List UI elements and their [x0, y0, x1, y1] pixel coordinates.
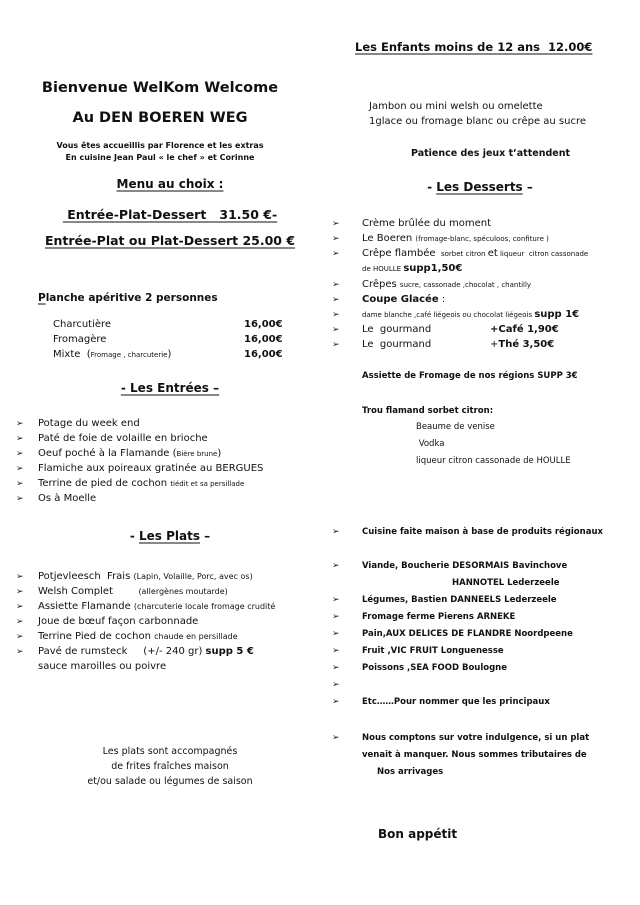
menu-choix-title: Menu au choix : [116, 177, 224, 191]
bullet-icon: ➢ [332, 733, 340, 743]
enfants-line: 1glace ou fromage blanc ou crêpe au sucre [369, 116, 587, 127]
accompaniment-line: et/ou salade ou légumes de saison [87, 776, 253, 787]
plat-item: Assiette Flamande (charcuterie locale fromage crudité [38, 601, 276, 612]
source-item: Cuisine faite maison à base de produits régionaux [362, 527, 603, 537]
bullet-icon: ➢ [332, 249, 340, 259]
dessert-item: dame blanche ,café liégeois ou chocolat liégeois supp 1€ [362, 309, 580, 320]
restaurant-name: Au DEN BOEREN WEG [72, 110, 248, 126]
planche-title: Planche apéritive 2 personnes [38, 292, 218, 304]
dessert-item: Crêpes sucre, cassonade ,chocolat , chantilly [362, 279, 532, 290]
bullet-icon: ➢ [332, 325, 340, 335]
bullet-icon: ➢ [16, 464, 24, 474]
dessert-item: Crème brûlée du moment [362, 218, 492, 229]
indulgence-line: venait à manquer. Nous sommes tributaires de [362, 750, 587, 760]
bullet-icon: ➢ [332, 561, 340, 571]
plat-item-continuation: sauce maroilles ou poivre [38, 661, 167, 672]
plat-item: Welsh Complet (allergènes moutarde) [38, 586, 228, 597]
dessert-item: Le gourmand [362, 339, 432, 350]
trou-flamand-item: Vodka [416, 439, 445, 449]
entree-item: Oeuf poché à la Flamande (Bière brune) [38, 448, 222, 459]
bullet-icon: ➢ [332, 527, 340, 537]
entrees-title: - Les Entrées – [120, 381, 220, 395]
dessert-price: +Thé 3,50€ [490, 339, 555, 350]
bullet-icon: ➢ [332, 219, 340, 229]
intro-line-2: En cuisine Jean Paul « le chef » et Corinne [65, 153, 255, 162]
plat-item: Joue de bœuf façon carbonnade [38, 616, 199, 627]
bullet-icon: ➢ [16, 632, 24, 642]
dessert-item: Crêpe flambée sorbet citron et liqueur citron cassonade [362, 248, 589, 259]
bullet-icon: ➢ [16, 434, 24, 444]
bullet-icon: ➢ [332, 646, 340, 656]
source-item: Légumes, Bastien DANNEELS Lederzeele [362, 595, 557, 605]
bullet-icon: ➢ [16, 617, 24, 627]
trou-flamand-item: liqueur citron cassonade de HOULLE [416, 456, 571, 466]
source-item: Fromage ferme Pierens ARNEKE [362, 612, 516, 622]
plat-item: Terrine Pied de cochon chaude en persillade [38, 631, 238, 642]
enfants-title: Les Enfants moins de 12 ans 12.00€ [355, 40, 593, 54]
dessert-item: Le gourmand [362, 324, 432, 335]
bullet-icon: ➢ [332, 663, 340, 673]
trou-flamand-item: Beaume de venise [416, 422, 495, 432]
entree-item: Paté de foie de volaille en brioche [38, 433, 208, 444]
bullet-icon: ➢ [16, 587, 24, 597]
accompaniment-line: de frites fraîches maison [111, 761, 229, 772]
planche-price: 16,00€ [244, 319, 283, 330]
bullet-icon: ➢ [332, 280, 340, 290]
source-item: Pain,AUX DELICES DE FLANDRE Noordpeene [362, 629, 573, 639]
bullet-icon: ➢ [332, 680, 340, 690]
indulgence-line: Nous comptons sur votre indulgence, si un plat [362, 733, 590, 743]
welcome-title: Bienvenue WelKom Welcome [41, 80, 279, 96]
source-item: Viande, Boucherie DESORMAIS Bavinchove [362, 561, 568, 571]
planche-price: 16,00€ [244, 349, 283, 360]
menu-option-1: Entrée-Plat-Dessert 31.50 €- [62, 207, 278, 222]
trou-flamand-title: Trou flamand sorbet citron: [362, 406, 494, 416]
bullet-icon: ➢ [16, 449, 24, 459]
bullet-icon: ➢ [332, 629, 340, 639]
bullet-icon: ➢ [16, 602, 24, 612]
bullet-icon: ➢ [332, 310, 340, 320]
planche-price: 16,00€ [244, 334, 283, 345]
dessert-price: +Café 1,90€ [490, 324, 559, 335]
entree-item: Flamiche aux poireaux gratinée au BERGUES [38, 463, 264, 474]
bon-appetit: Bon appétit [378, 827, 458, 841]
dessert-item-continuation: de HOULLE supp1,50€ [362, 263, 463, 274]
intro-line-1: Vous êtes accueillis par Florence et les extras [56, 141, 264, 150]
accompaniment-line: Les plats sont accompagnés [102, 746, 238, 757]
bullet-icon: ➢ [16, 419, 24, 429]
bullet-icon: ➢ [332, 295, 340, 305]
plat-item: Potjevleesch Frais (Lapin, Volaille, Porc, avec os) [38, 571, 253, 582]
patience-text: Patience des jeux t’attendent [411, 148, 571, 159]
entree-item: Potage du week end [38, 418, 140, 429]
indulgence-line: Nos arrivages [377, 767, 444, 777]
bullet-icon: ➢ [332, 340, 340, 350]
bullet-icon: ➢ [16, 572, 24, 582]
bullet-icon: ➢ [332, 234, 340, 244]
entree-item: Os à Moelle [38, 493, 97, 504]
menu-option-2: Entrée-Plat ou Plat-Dessert 25.00 € [44, 233, 296, 248]
planche-item: Mixte (Fromage , charcuterie) [53, 349, 172, 360]
source-item: Poissons ,SEA FOOD Boulogne [362, 663, 508, 673]
source-item: Fruit ,VIC FRUIT Longuenesse [362, 646, 504, 656]
bullet-icon: ➢ [16, 494, 24, 504]
source-item: Etc……Pour nommer que les principaux [362, 697, 550, 707]
source-item-continuation: HANNOTEL Lederzeele [452, 578, 560, 588]
entree-item: Terrine de pied de cochon tiédit et sa persillade [38, 478, 245, 489]
bullet-icon: ➢ [16, 647, 24, 657]
bullet-icon: ➢ [332, 697, 340, 707]
dessert-item: Coupe Glacée : [362, 294, 446, 305]
fromage-supplement: Assiette de Fromage de nos régions SUPP 3€ [362, 371, 578, 381]
plats-title: - Les Plats – [129, 529, 211, 543]
bullet-icon: ➢ [332, 595, 340, 605]
desserts-title: - Les Desserts – [427, 180, 533, 194]
bullet-icon: ➢ [332, 612, 340, 622]
plat-item: Pavé de rumsteck (+/- 240 gr) supp 5 € [38, 646, 254, 657]
bullet-icon: ➢ [16, 479, 24, 489]
dessert-item: Le Boeren (fromage-blanc, spéculoos, confiture ) [362, 233, 549, 244]
planche-item: Charcutière [53, 319, 112, 330]
enfants-line: Jambon ou mini welsh ou omelette [369, 101, 543, 112]
planche-item: Fromagère [53, 334, 107, 345]
